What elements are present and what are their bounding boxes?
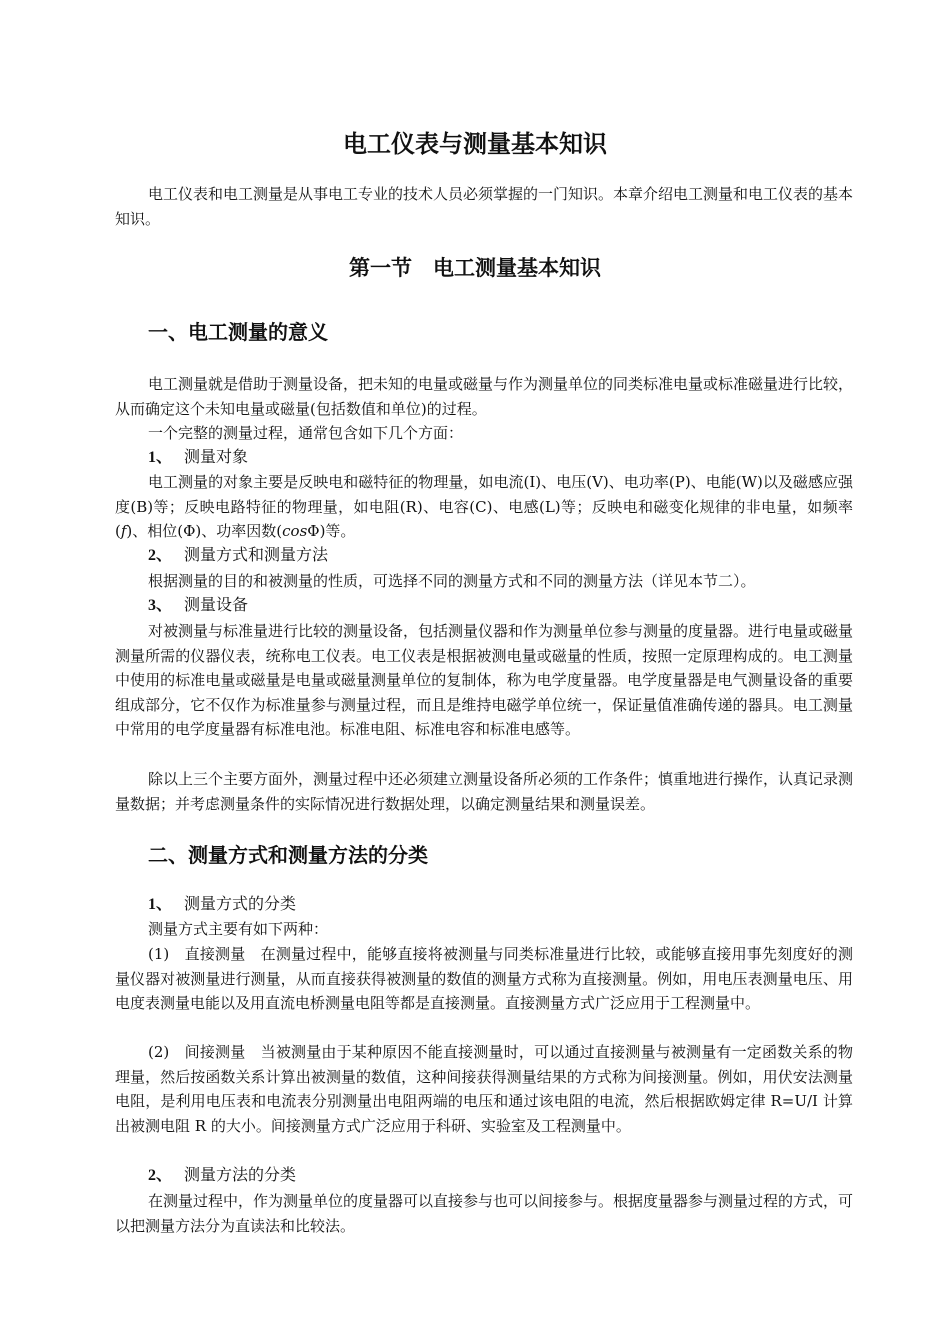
intro-paragraph: 电工仪表和电工测量是从事电工专业的技术人员必须掌握的一门知识。本章介绍电工测量和电工仪表的基本知识。 (115, 185, 854, 228)
sub1-intro: 测量方式主要有如下两种： (148, 920, 329, 938)
sub2-number: 2、 (148, 1167, 173, 1184)
heading-part1: 一、电工测量的意义 (148, 320, 328, 344)
item1-text-b: )、相位(Φ)、功率因数( (126, 522, 283, 540)
indirect-number: (2) (148, 1043, 170, 1061)
heading-part2: 二、测量方式和测量方法的分类 (148, 843, 428, 867)
item2-label: 测量方式和测量方法 (184, 545, 329, 564)
item1-symbol-f: f (120, 522, 127, 540)
item2-paragraph: 根据测量的目的和被测量的性质，可选择不同的测量方式和不同的测量方法（详见本节二）。 (148, 572, 756, 590)
item3-heading (148, 593, 248, 618)
direct-number: (1) (148, 945, 170, 963)
item1-number: 1、 (148, 449, 173, 466)
sub1-label: 测量方式的分类 (184, 894, 297, 913)
section-title: 第一节 电工测量基本知识 (349, 255, 601, 280)
sub2-heading (148, 1163, 296, 1188)
item1-heading (148, 445, 248, 470)
paragraph-aspects-intro: 一个完整的测量过程，通常包含如下几个方面： (148, 424, 464, 442)
page-title: 电工仪表与测量基本知识 (343, 129, 607, 158)
item1-symbol-cos: cos (282, 522, 308, 540)
item1-text-a: 电工测量的对象主要是反映电和磁特征的物理量，如电流(I)、电压(V)、电功率(P)、电能(W)以及磁感应强度(B)等；反映电路特征的物理量，如电阻(R)、电容(C)、电感(L)等；反映电和磁变化规律的非电量，如频率( (115, 473, 853, 540)
sub2-paragraph: 在测量过程中，作为测量单位的度量器可以直接参与也可以间接参与。根据度量器参与测量过程的方式，可以把测量方法分为直读法和比较法。 (115, 1192, 854, 1235)
item1-text-c: Φ)等。 (307, 522, 356, 540)
direct-label: 直接测量 (184, 945, 246, 963)
item1-paragraph (115, 470, 853, 544)
paragraph-definition: 电工测量就是借助于测量设备，把未知的电量或磁量与作为测量单位的同类标准电量或标准磁量进行比较，从而确定这个未知电量或磁量(包括数值和单位)的过程。 (115, 375, 854, 418)
item3-paragraph: 对被测量与标准量进行比较的测量设备，包括测量仪器和作为测量单位参与测量的度量器。进行电量或磁量测量所需的仪器仪表，统称电工仪表。电工仪表是根据被测电量或磁量的性质，按照一定原理构成的。电工测量中使用的标准电量或磁量是电量或磁量测量单位的复制体，称为电学度量器。电学度量器是电气测量设备的重要组成部分，它不仅作为标准量参与测量过程，而且是维持电磁学单位统一，保证量值准确传递的器具。电工测量中常用的电学度量器有标准电池。标准电阻、标准电容和标准电感等。 (115, 622, 854, 738)
direct-measurement-paragraph (115, 942, 853, 1016)
item1-label: 测量对象 (184, 447, 249, 466)
indirect-label: 间接测量 (184, 1043, 246, 1061)
paragraph-closing: 除以上三个主要方面外，测量过程中还必须建立测量设备所必须的工作条件；慎重地进行操作，认真记录测量数据；并考虑测量条件的实际情况进行数据处理，以确定测量结果和测量误差。 (115, 770, 854, 813)
item3-label: 测量设备 (184, 595, 249, 614)
item3-number: 3、 (148, 597, 173, 614)
indirect-measurement-paragraph (115, 1040, 853, 1138)
item2-heading (148, 543, 328, 568)
sub2-label: 测量方法的分类 (184, 1165, 297, 1184)
sub1-heading (148, 892, 296, 917)
item2-number: 2、 (148, 547, 173, 564)
sub1-number: 1、 (148, 896, 173, 913)
indirect-text: 当被测量由于某种原因不能直接测量时，可以通过直接测量与被测量有一定函数关系的物理量，然后按函数关系计算出被测量的数值，这种间接获得测量结果的方式称为间接测量。例如，用伏安法测量电阻，是利用电压表和电流表分别测量出电阻两端的电压和通过该电阻的电流，然后根据欧姆定律 R=U/I 计算出被测电阻 R 的大小。间接测量方式广泛应用于科研、实验室及工程测量中。 (115, 1043, 853, 1135)
direct-text: 在测量过程中，能够直接将被测量与同类标准量进行比较，或能够直接用事先刻度好的测量仪器对被测量进行测量，从而直接获得被测量的数值的测量方式称为直接测量。例如，用电压表测量电压、用电度表测量电能以及用直流电桥测量电阻等都是直接测量。直接测量方式广泛应用于工程测量中。 (115, 945, 853, 1012)
